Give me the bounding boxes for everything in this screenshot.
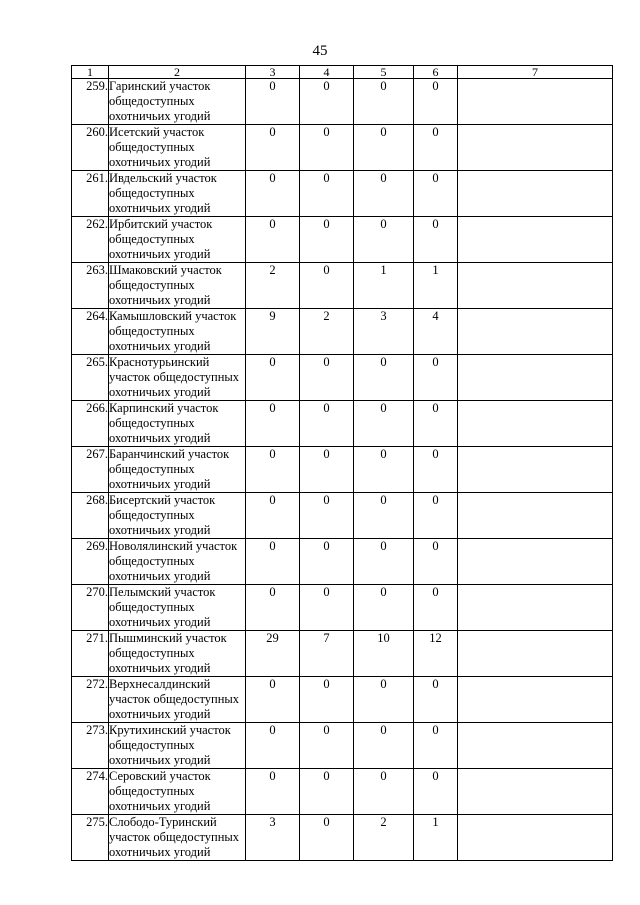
note-cell — [458, 677, 613, 723]
note-cell — [458, 355, 613, 401]
value-cell-c4: 0 — [300, 723, 354, 769]
value-cell-c6: 0 — [414, 677, 458, 723]
row-number: 267. — [72, 447, 109, 493]
page-number: 45 — [312, 43, 328, 59]
value-cell-c3: 29 — [246, 631, 300, 677]
area-name-line: охотничьих угодий — [109, 707, 211, 721]
row-number: 275. — [72, 815, 109, 861]
value-cell-c3: 0 — [246, 677, 300, 723]
area-name-cell — [109, 309, 246, 355]
value-cell-c4: 0 — [300, 79, 354, 125]
row-number: 268. — [72, 493, 109, 539]
value-cell-c5: 2 — [354, 815, 414, 861]
area-name-cell — [109, 815, 246, 861]
value-cell-c4: 2 — [300, 309, 354, 355]
value-cell-c3: 0 — [246, 79, 300, 125]
table-row — [72, 447, 613, 493]
area-name-line: Баранчинский участок — [109, 447, 230, 461]
table-row — [72, 263, 613, 309]
value-cell-c6: 0 — [414, 447, 458, 493]
area-name-cell — [109, 723, 246, 769]
area-name-line: общедоступных — [109, 600, 195, 614]
note-cell — [458, 401, 613, 447]
area-name-line: Ирбитский участок — [109, 217, 213, 231]
area-name-cell — [109, 217, 246, 263]
column-header: 5 — [354, 66, 414, 79]
table-body — [72, 79, 613, 861]
value-cell-c5: 0 — [354, 79, 414, 125]
area-name-line: охотничьих угодий — [109, 523, 211, 537]
note-cell — [458, 79, 613, 125]
value-cell-c4: 0 — [300, 171, 354, 217]
area-name-line: участок общедоступных — [109, 830, 240, 844]
area-name-cell — [109, 677, 246, 723]
value-cell-c3: 0 — [246, 585, 300, 631]
value-cell-c6: 0 — [414, 585, 458, 631]
value-cell-c4: 0 — [300, 217, 354, 263]
value-cell-c5: 0 — [354, 401, 414, 447]
value-cell-c6: 0 — [414, 401, 458, 447]
area-name-cell — [109, 769, 246, 815]
value-cell-c6: 4 — [414, 309, 458, 355]
area-name-line: охотничьих угодий — [109, 247, 211, 261]
table-row — [72, 79, 613, 125]
area-name-cell — [109, 539, 246, 585]
table-row — [72, 493, 613, 539]
table-row — [72, 723, 613, 769]
note-cell — [458, 723, 613, 769]
value-cell-c3: 0 — [246, 769, 300, 815]
value-cell-c4: 0 — [300, 493, 354, 539]
value-cell-c5: 0 — [354, 769, 414, 815]
value-cell-c4: 0 — [300, 263, 354, 309]
area-name-line: охотничьих угодий — [109, 339, 211, 353]
area-name-line: общедоступных — [109, 232, 195, 246]
area-name-line: Ивдельский участок — [109, 171, 217, 185]
value-cell-c3: 0 — [246, 401, 300, 447]
area-name-line: Пелымский участок — [109, 585, 216, 599]
value-cell-c5: 0 — [354, 677, 414, 723]
note-cell — [458, 493, 613, 539]
area-name-cell — [109, 401, 246, 447]
value-cell-c6: 0 — [414, 355, 458, 401]
area-name-line: Гаринский участок — [109, 79, 211, 93]
value-cell-c5: 3 — [354, 309, 414, 355]
value-cell-c6: 1 — [414, 263, 458, 309]
area-name-line: Шмаковский участок — [109, 263, 222, 277]
area-name-line: участок общедоступных — [109, 370, 240, 384]
value-cell-c5: 1 — [354, 263, 414, 309]
row-number: 274. — [72, 769, 109, 815]
value-cell-c5: 0 — [354, 355, 414, 401]
value-cell-c5: 0 — [354, 171, 414, 217]
note-cell — [458, 125, 613, 171]
header-row — [72, 66, 613, 79]
area-name-cell — [109, 263, 246, 309]
note-cell — [458, 769, 613, 815]
value-cell-c3: 0 — [246, 539, 300, 585]
value-cell-c5: 0 — [354, 447, 414, 493]
table-row — [72, 539, 613, 585]
area-name-line: общедоступных — [109, 462, 195, 476]
table-row — [72, 171, 613, 217]
area-name-line: Исетский участок — [109, 125, 205, 139]
value-cell-c3: 0 — [246, 125, 300, 171]
area-name-line: охотничьих угодий — [109, 477, 211, 491]
table-row — [72, 401, 613, 447]
value-cell-c3: 0 — [246, 493, 300, 539]
column-header: 3 — [246, 66, 300, 79]
area-name-line: общедоступных — [109, 508, 195, 522]
area-name-line: охотничьих угодий — [109, 109, 211, 123]
table-row — [72, 217, 613, 263]
area-name-line: Крутихинский участок — [109, 723, 231, 737]
area-name-line: охотничьих угодий — [109, 845, 211, 859]
area-name-line: общедоступных — [109, 554, 195, 568]
area-name-line: участок общедоступных — [109, 692, 240, 706]
value-cell-c6: 0 — [414, 723, 458, 769]
value-cell-c4: 0 — [300, 125, 354, 171]
value-cell-c6: 0 — [414, 493, 458, 539]
row-number: 262. — [72, 217, 109, 263]
row-number: 260. — [72, 125, 109, 171]
area-name-line: общедоступных — [109, 186, 195, 200]
value-cell-c4: 0 — [300, 401, 354, 447]
value-cell-c6: 0 — [414, 125, 458, 171]
area-name-line: общедоступных — [109, 738, 195, 752]
area-name-line: охотничьих угодий — [109, 753, 211, 767]
area-name-cell — [109, 631, 246, 677]
area-name-cell — [109, 447, 246, 493]
row-number: 272. — [72, 677, 109, 723]
value-cell-c6: 12 — [414, 631, 458, 677]
area-name-line: охотничьих угодий — [109, 385, 211, 399]
value-cell-c4: 0 — [300, 447, 354, 493]
area-name-line: Новолялинский участок — [109, 539, 238, 553]
value-cell-c5: 0 — [354, 217, 414, 263]
table-row — [72, 677, 613, 723]
value-cell-c3: 2 — [246, 263, 300, 309]
area-name-line: Краснотурьинский — [109, 355, 210, 369]
area-name-line: общедоступных — [109, 324, 195, 338]
area-name-line: общедоступных — [109, 646, 195, 660]
area-name-line: Камышловский участок — [109, 309, 237, 323]
area-name-line: общедоступных — [109, 278, 195, 292]
value-cell-c4: 0 — [300, 815, 354, 861]
column-header: 6 — [414, 66, 458, 79]
area-name-line: охотничьих угодий — [109, 569, 211, 583]
table-row — [72, 355, 613, 401]
row-number: 269. — [72, 539, 109, 585]
area-name-line: охотничьих угодий — [109, 431, 211, 445]
table-row — [72, 769, 613, 815]
value-cell-c3: 9 — [246, 309, 300, 355]
row-number: 266. — [72, 401, 109, 447]
table-row — [72, 631, 613, 677]
value-cell-c5: 0 — [354, 493, 414, 539]
area-name-line: охотничьих угодий — [109, 293, 211, 307]
area-name-cell — [109, 125, 246, 171]
area-name-line: Бисертский участок — [109, 493, 216, 507]
area-name-line: общедоступных — [109, 140, 195, 154]
area-name-line: охотничьих угодий — [109, 661, 211, 675]
value-cell-c5: 0 — [354, 125, 414, 171]
data-table — [71, 65, 613, 861]
note-cell — [458, 585, 613, 631]
note-cell — [458, 631, 613, 677]
area-name-line: Слободо-Туринский — [109, 815, 217, 829]
value-cell-c6: 0 — [414, 217, 458, 263]
table-row — [72, 125, 613, 171]
column-header: 4 — [300, 66, 354, 79]
note-cell — [458, 263, 613, 309]
area-name-line: охотничьих угодий — [109, 155, 211, 169]
area-name-cell — [109, 171, 246, 217]
value-cell-c4: 0 — [300, 355, 354, 401]
value-cell-c6: 0 — [414, 539, 458, 585]
column-header: 1 — [72, 66, 109, 79]
area-name-line: охотничьих угодий — [109, 201, 211, 215]
value-cell-c5: 0 — [354, 585, 414, 631]
note-cell — [458, 447, 613, 493]
note-cell — [458, 309, 613, 355]
value-cell-c6: 0 — [414, 79, 458, 125]
value-cell-c3: 0 — [246, 723, 300, 769]
note-cell — [458, 539, 613, 585]
value-cell-c5: 10 — [354, 631, 414, 677]
value-cell-c4: 0 — [300, 769, 354, 815]
area-name-cell — [109, 79, 246, 125]
value-cell-c3: 0 — [246, 217, 300, 263]
value-cell-c4: 0 — [300, 677, 354, 723]
table-row — [72, 309, 613, 355]
area-name-line: Карпинский участок — [109, 401, 219, 415]
row-number: 261. — [72, 171, 109, 217]
row-number: 263. — [72, 263, 109, 309]
area-name-line: Верхнесалдинский — [109, 677, 211, 691]
area-name-line: охотничьих угодий — [109, 615, 211, 629]
value-cell-c5: 0 — [354, 539, 414, 585]
area-name-line: общедоступных — [109, 416, 195, 430]
area-name-line: общедоступных — [109, 94, 195, 108]
value-cell-c5: 0 — [354, 723, 414, 769]
note-cell — [458, 217, 613, 263]
area-name-line: охотничьих угодий — [109, 799, 211, 813]
area-name-cell — [109, 585, 246, 631]
table-row — [72, 585, 613, 631]
value-cell-c6: 1 — [414, 815, 458, 861]
value-cell-c3: 0 — [246, 171, 300, 217]
value-cell-c6: 0 — [414, 769, 458, 815]
row-number: 259. — [72, 79, 109, 125]
row-number: 271. — [72, 631, 109, 677]
note-cell — [458, 815, 613, 861]
value-cell-c4: 0 — [300, 539, 354, 585]
note-cell — [458, 171, 613, 217]
table-row — [72, 815, 613, 861]
value-cell-c4: 0 — [300, 585, 354, 631]
area-name-cell — [109, 493, 246, 539]
row-number: 264. — [72, 309, 109, 355]
row-number: 270. — [72, 585, 109, 631]
row-number: 273. — [72, 723, 109, 769]
value-cell-c3: 0 — [246, 355, 300, 401]
area-name-line: Пышминский участок — [109, 631, 227, 645]
column-header: 2 — [109, 66, 246, 79]
row-number: 265. — [72, 355, 109, 401]
column-header: 7 — [458, 66, 613, 79]
value-cell-c3: 0 — [246, 447, 300, 493]
area-name-line: Серовский участок — [109, 769, 211, 783]
value-cell-c4: 7 — [300, 631, 354, 677]
area-name-cell — [109, 355, 246, 401]
value-cell-c3: 3 — [246, 815, 300, 861]
value-cell-c6: 0 — [414, 171, 458, 217]
area-name-line: общедоступных — [109, 784, 195, 798]
